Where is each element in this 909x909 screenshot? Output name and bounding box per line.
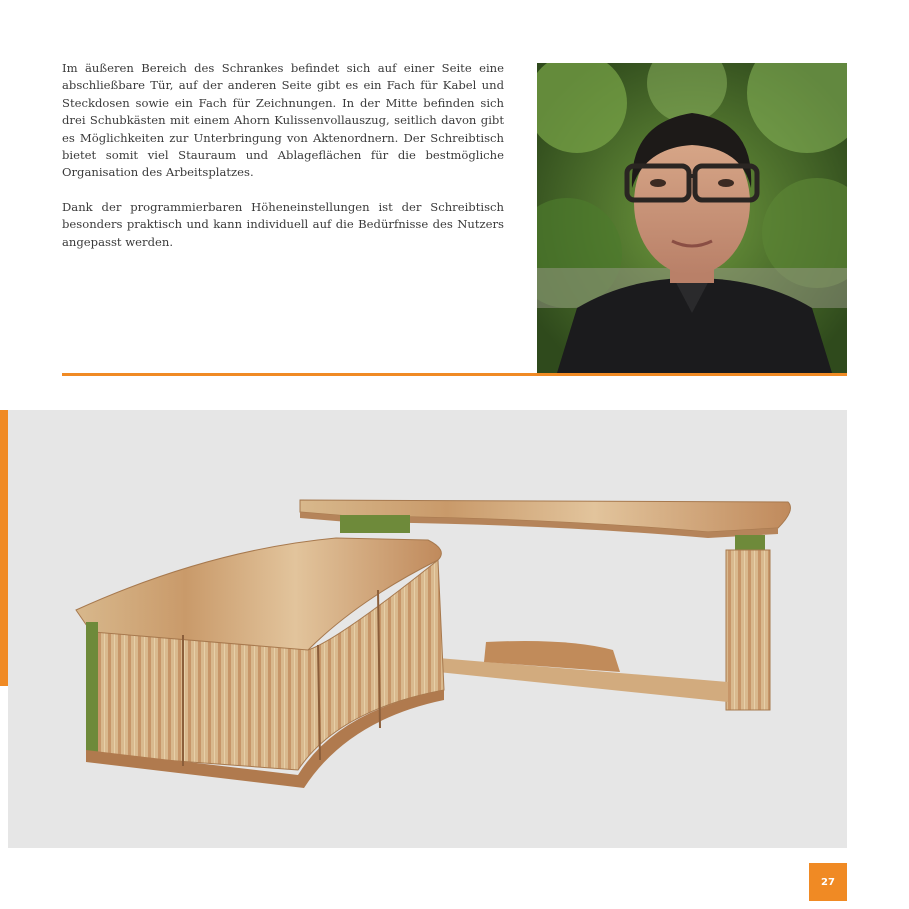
desk-photo — [8, 410, 847, 848]
body-text — [62, 60, 504, 268]
paragraph-1: Im äußeren Bereich des Schrankes befindet sich auf einer Seite eine abschließbare Tür, auf der anderen Seite gibt es ein Fach für Kabel und Steckdosen sowie ein Fach für Zeichnungen. In der Mitte befinden sich drei Schubkästen mit einem Ahorn Kulissenvollauszug, seitlich davon gibt es Möglichkeiten zur Unterbringung von Aktenordnern. Der Schreibtisch bietet somit viel Stauraum und Ablageflächen für die bestmögliche Organisation des Arbeitsplatzes. — [62, 61, 504, 180]
accent-divider — [62, 373, 847, 376]
page-number: 27 — [809, 863, 847, 901]
accent-side-bar — [0, 410, 8, 686]
paragraph-2: Dank der programmierbaren Höheneinstellungen ist der Schreibtisch besonders praktisch und kann individuell auf die Bedürfnisse des Nutzers angepasst werden. — [62, 199, 504, 249]
portrait-photo — [537, 63, 847, 373]
